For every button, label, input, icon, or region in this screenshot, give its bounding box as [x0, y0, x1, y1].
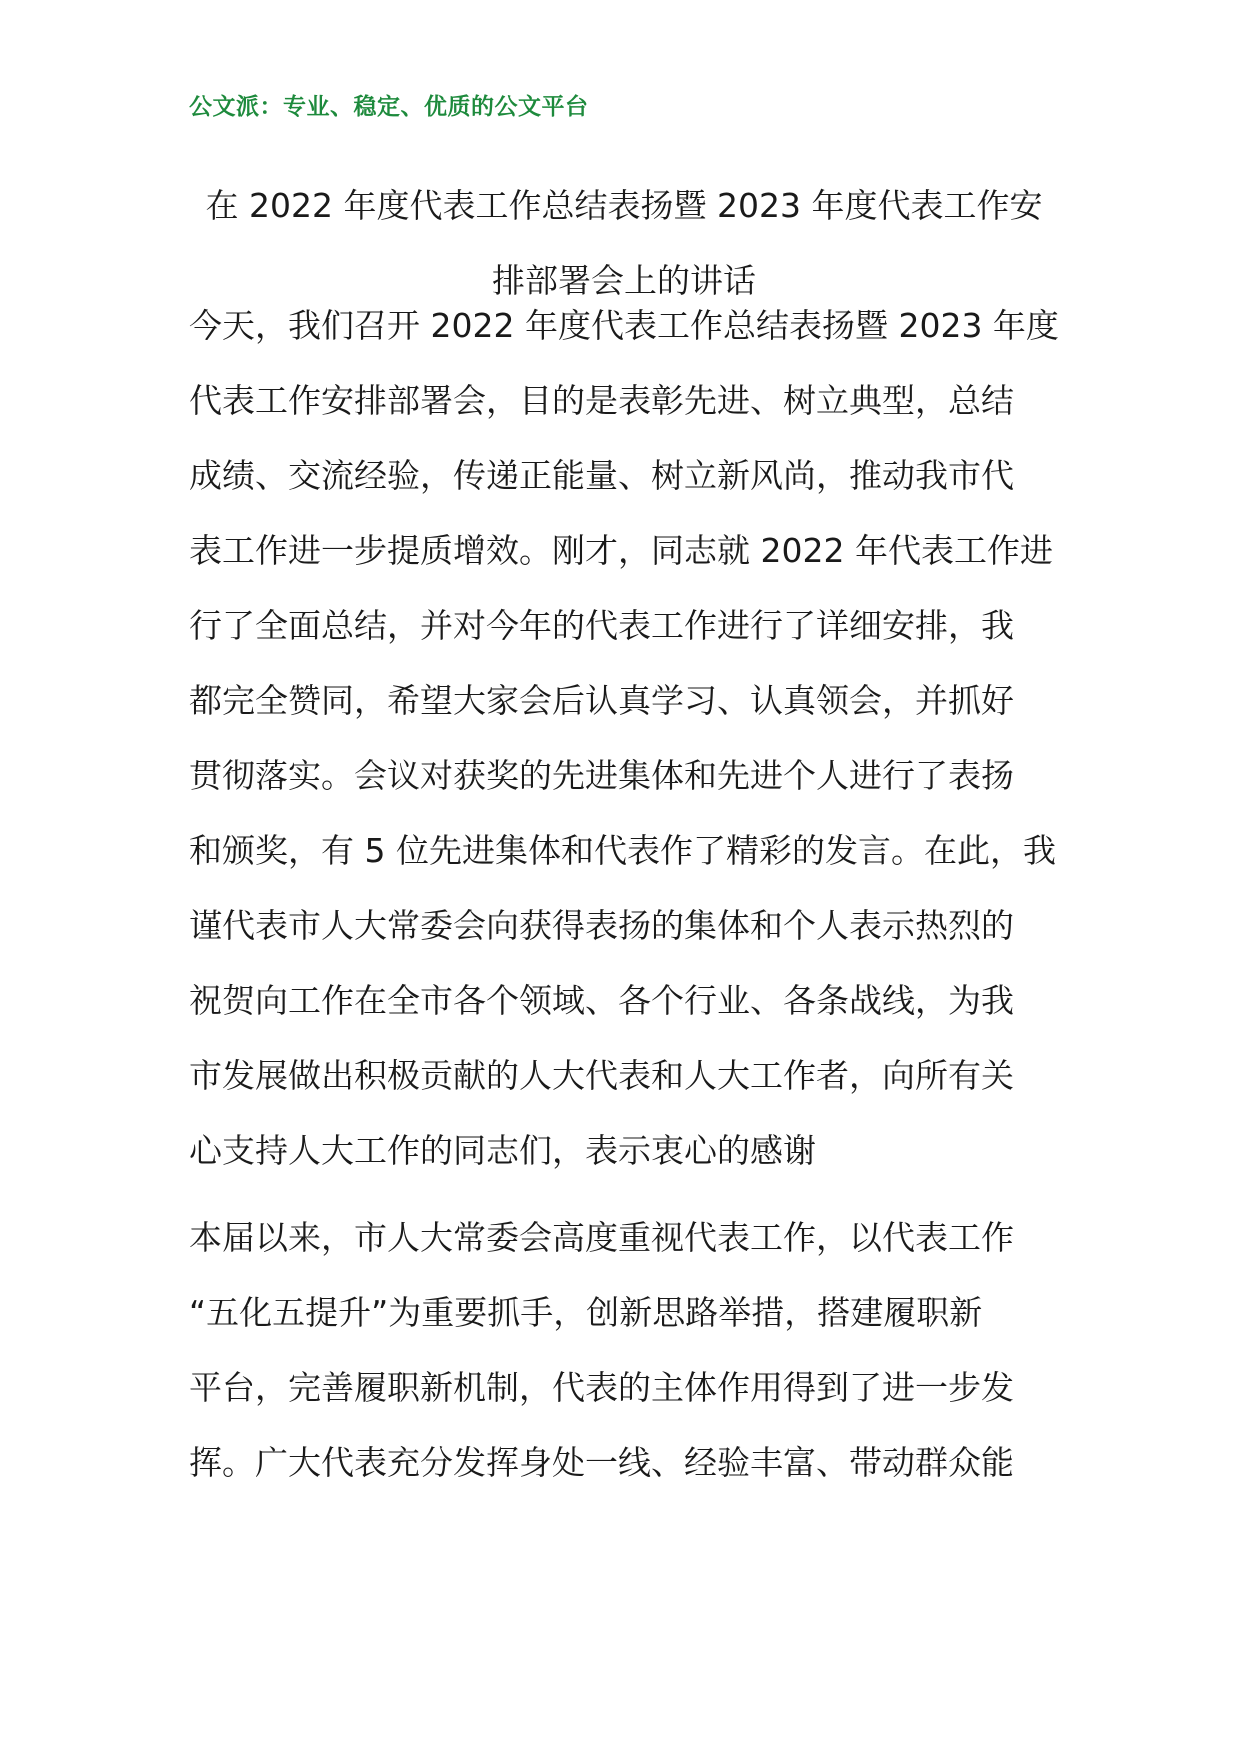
paragraph-line: 心支持人大工作的同志们，表示衷心的感谢 [189, 1131, 816, 1170]
document-title-line: 排部署会上的讲话 [492, 261, 756, 300]
paragraph-line: 和颁奖，有 5 位先进集体和代表作了精彩的发言。在此，我 [189, 831, 1056, 870]
document-title-line: 在 2022 年度代表工作总结表扬暨 2023 年度代表工作安 [205, 186, 1043, 225]
paragraph-line: 今天，我们召开 2022 年度代表工作总结表扬暨 2023 年度 [189, 306, 1059, 345]
paragraph-line: 谨代表市人大常委会向获得表扬的集体和个人表示热烈的 [189, 906, 1014, 945]
paragraph-line: 祝贺向工作在全市各个领域、各个行业、各条战线，为我 [189, 981, 1014, 1020]
paragraph-line: 都完全赞同，希望大家会后认真学习、认真领会，并抓好 [189, 681, 1014, 720]
paragraph-line: 挥。广大代表充分发挥身处一线、经验丰富、带动群众能 [189, 1443, 1014, 1482]
paragraph-line: 代表工作安排部署会，目的是表彰先进、树立典型，总结 [189, 381, 1014, 420]
paragraph-line: “五化五提升”为重要抓手，创新思路举措，搭建履职新 [189, 1293, 983, 1332]
paragraph-line: 成绩、交流经验，传递正能量、树立新风尚，推动我市代 [189, 456, 1014, 495]
body-paragraph-2 [189, 1200, 1059, 1500]
paragraph-line: 贯彻落实。会议对获奖的先进集体和先进个人进行了表扬 [189, 756, 1014, 795]
paragraph-line: 平台，完善履职新机制，代表的主体作用得到了进一步发 [189, 1368, 1014, 1407]
site-slogan: 公文派：专业、稳定、优质的公文平台 [189, 94, 589, 120]
paragraph-line: 市发展做出积极贡献的人大代表和人大工作者，向所有关 [189, 1056, 1014, 1095]
paragraph-line: 本届以来，市人大常委会高度重视代表工作，以代表工作 [189, 1218, 1014, 1257]
paragraph-line: 行了全面总结，并对今年的代表工作进行了详细安排，我 [189, 606, 1014, 645]
body-paragraph-1 [189, 288, 1059, 1188]
paragraph-line: 表工作进一步提质增效。刚才，同志就 2022 年代表工作进 [189, 531, 1053, 570]
